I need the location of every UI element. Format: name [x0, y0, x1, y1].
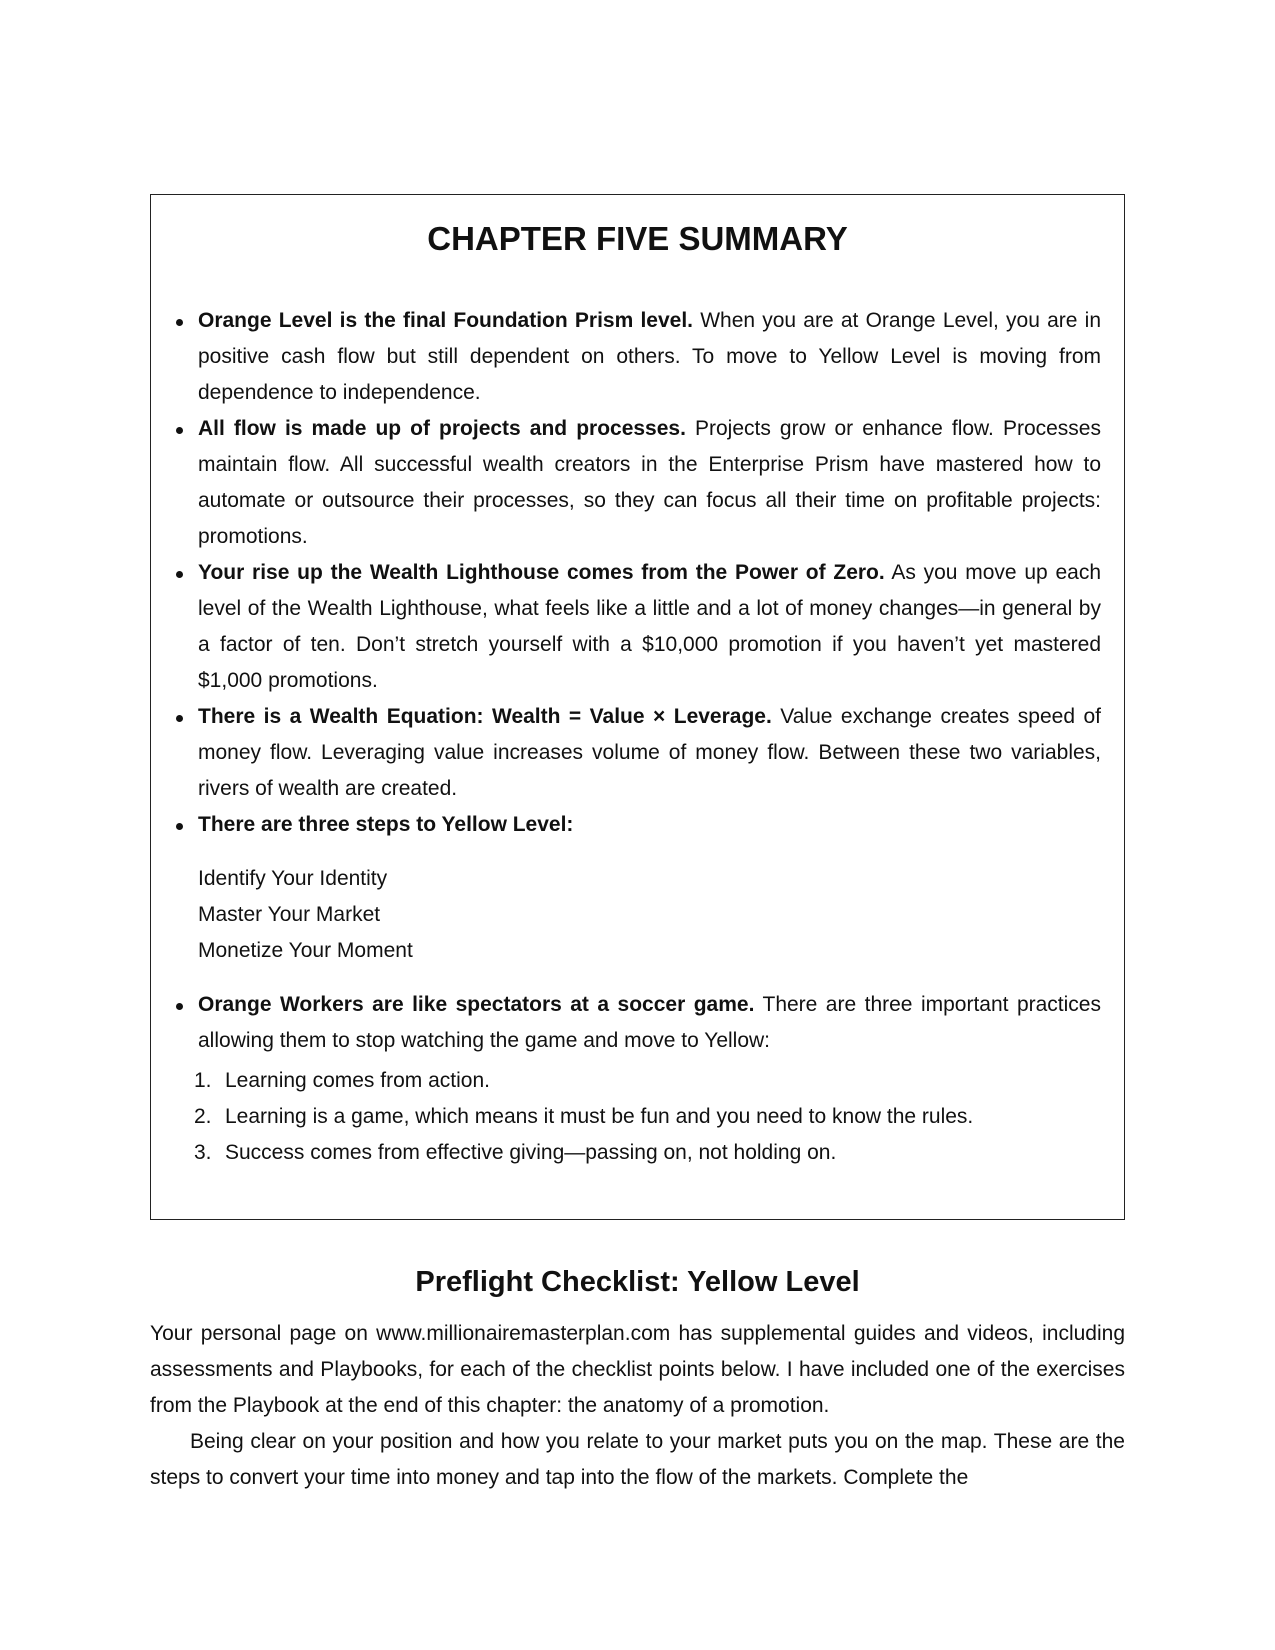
chapter-summary-box: [150, 194, 1125, 1220]
bullet-heading: There is a Wealth Equation: Wealth = Value × Leverage.: [198, 705, 772, 728]
bullet-dot-icon: [176, 571, 183, 578]
bullet-dot-icon: [176, 1003, 183, 1010]
bullet-dot-icon: [176, 823, 183, 830]
summary-bullet: [198, 699, 1101, 807]
step-item: Identify Your Identity: [198, 867, 388, 890]
bullet-heading: Orange Workers are like spectators at a soccer game.: [198, 993, 755, 1016]
summary-bullet-list: [194, 303, 1101, 1171]
bullet-heading: There are three steps to Yellow Level:: [198, 813, 574, 836]
step-item: Master Your Market: [198, 903, 381, 926]
summary-bullet: [198, 411, 1101, 555]
practice-item: [194, 1099, 1101, 1135]
practices-list: [194, 1063, 1101, 1171]
bullet-dot-icon: [176, 715, 183, 722]
bullet-heading: Orange Level is the final Foundation Prism level.: [198, 309, 693, 332]
practice-number: 2.: [194, 1105, 212, 1128]
summary-bullet: [198, 807, 1101, 843]
practice-item: [194, 1063, 1101, 1099]
practice-number: 1.: [194, 1069, 212, 1092]
practice-text: Learning comes from action.: [225, 1069, 490, 1092]
checklist-title: Preflight Checklist: Yellow Level: [415, 1266, 860, 1298]
practice-text: Learning is a game, which means it must be fun and you need to know the rules.: [225, 1105, 974, 1128]
summary-bullet: [198, 303, 1101, 411]
summary-title: CHAPTER FIVE SUMMARY: [427, 220, 848, 257]
summary-bullet: [198, 555, 1101, 699]
checklist-body: [150, 1316, 1125, 1496]
bullet-text: As you move up each level of the Wealth Lighthouse, what feels like a little and a lot of money changes—in general by a factor of ten. Don’t stretch yourself with a $10,000 promotion if you haven’t yet mastered $1,000 promotions.: [198, 561, 1101, 692]
practice-item: [194, 1135, 1101, 1171]
step-item: Monetize Your Moment: [198, 939, 413, 962]
bullet-heading: All flow is made up of projects and processes.: [198, 417, 686, 440]
bullet-text: There are three important practices allowing them to stop watching the game and move to Yellow:: [198, 993, 1101, 1052]
yellow-steps-item: [198, 861, 1101, 969]
body-paragraph: Being clear on your position and how you relate to your market puts you on the map. These are the steps to convert your time into money and tap into the flow of the markets. Complete the: [150, 1430, 1125, 1489]
bullet-text: Value exchange creates speed of money flow. Leveraging value increases volume of money flow. Between these two variables, rivers of wealth are created.: [198, 705, 1101, 800]
practice-text: Success comes from effective giving—passing on, not holding on.: [225, 1141, 837, 1164]
bullet-dot-icon: [176, 319, 183, 326]
practice-number: 3.: [194, 1141, 212, 1164]
bullet-text: When you are at Orange Level, you are in positive cash flow but still dependent on others. To move to Yellow Level is moving from dependence to independence.: [198, 309, 1101, 404]
bullet-heading: Your rise up the Wealth Lighthouse comes from the Power of Zero.: [198, 561, 885, 584]
bullet-text: Projects grow or enhance flow. Processes maintain flow. All successful wealth creators in the Enterprise Prism have mastered how to automate or outsource their processes, so they can focus all their time on profitable projects: promotions.: [198, 417, 1101, 548]
summary-bullet: [194, 987, 1101, 1171]
yellow-steps-list: [198, 861, 1101, 969]
body-paragraph: Your personal page on www.millionairemasterplan.com has supplemental guides and videos, including assessments and Playbooks, for each of the checklist points below. I have included one of the exercises from the Playbook at the end of this chapter: the anatomy of a promotion.: [150, 1322, 1125, 1417]
bullet-dot-icon: [176, 427, 183, 434]
